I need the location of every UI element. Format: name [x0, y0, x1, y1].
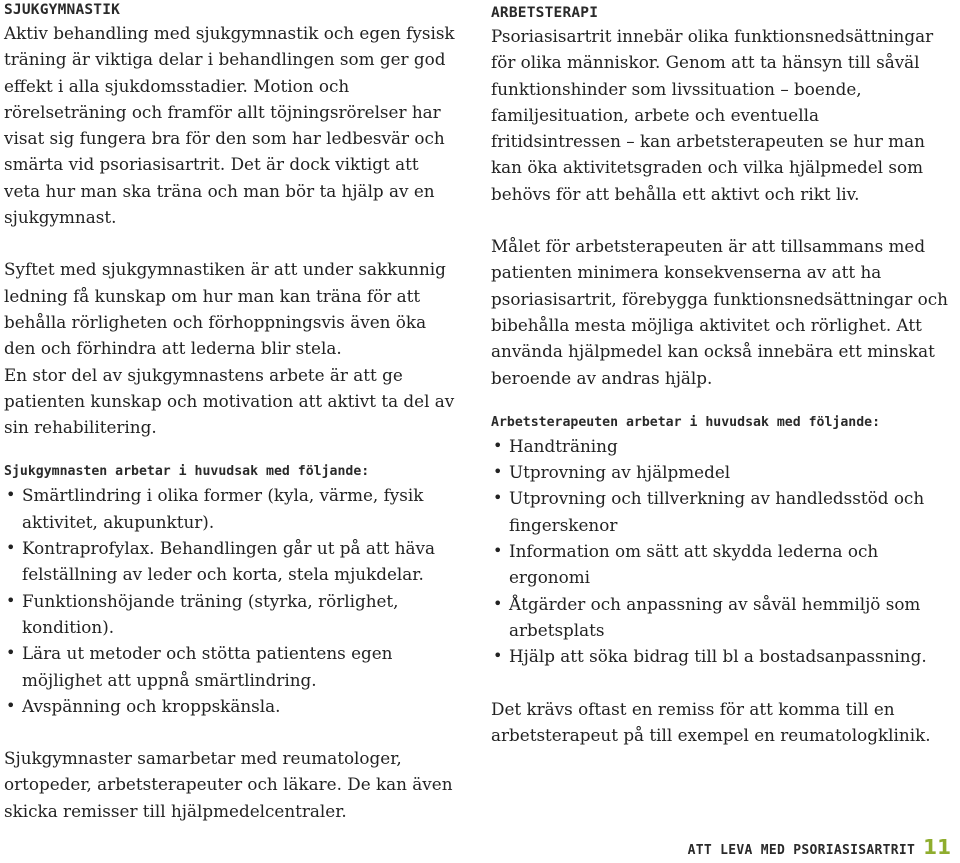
list-heading: Sjukgymnasten arbetar i huvudsak med följande:: [4, 464, 370, 480]
bullet-list: [491, 433, 953, 670]
intro-paragraph: Psoriasisartrit innebär olika funktionsnedsättningar för olika människor. Genom att ta hänsyn till såväl funktionshinder som livssituation – boende, familjesituation, arbete och eventuella fritidsintressen – kan arbetsterapeuten se hur man kan öka aktivitetsgraden och vilka hjälpmedel som behövs för att behålla ett aktivt och rikt liv.: [491, 26, 934, 204]
list-item: • Lära ut metoder och stötta patientens egen möjlighet att uppnå smärtlindring.: [4, 640, 456, 693]
section-heading-arbetsterapi: ARBETSTERAPI: [491, 5, 599, 21]
section-heading-sjukgymnastik: SJUKGYMNASTIK: [4, 2, 121, 18]
list-item: • Utprovning av hjälpmedel: [491, 459, 953, 485]
page-footer: [688, 835, 951, 859]
closing-paragraph: Det krävs oftast en remiss för att komma till en arbetsterapeut på till exempel en reumatologklinik.: [491, 698, 931, 745]
bullet-list: [4, 482, 456, 719]
list-item: • Avspänning och kroppskänsla.: [4, 693, 456, 719]
intro-paragraph: Aktiv behandling med sjukgymnastik och egen fysisk träning är viktiga delar i behandlingen som ger god effekt i alla sjukdomsstadier. Motion och rörelseträning och framför allt töjningsrörelser har visat sig fungera bra för den som har ledbesvär och smärta vid psoriasisartrit. Det är dock viktigt att veta hur man ska träna och man bör ta hjälp av en sjukgymnast.: [4, 23, 455, 228]
page-number: 11: [923, 835, 951, 859]
goal-paragraph: Målet för arbetsterapeuten är att tillsammans med patienten minimera konsekvenserna av att ha psoriasisartrit, förebygga funktionsnedsättningar och bibehålla mesta möjliga aktivitet och rörlighet. Att använda hjälpmedel kan också innebära ett minskat beroende av andras hjälp.: [491, 236, 948, 388]
list-item: • Funktionshöjande träning (styrka, rörlighet, kondition).: [4, 588, 456, 641]
list-item: • Kontraprofylax. Behandlingen går ut på att häva felställning av leder och korta, stela mjukdelar.: [4, 535, 456, 588]
list-item: • Åtgärder och anpassning av såväl hemmiljö som arbetsplats: [491, 591, 953, 644]
list-item: • Hjälp att söka bidrag till bl a bostadsanpassning.: [491, 643, 953, 669]
publication-title: ATT LEVA MED PSORIASISARTRIT: [687, 843, 916, 858]
right-column: [491, 0, 953, 748]
list-item: • Utprovning och tillverkning av handledsstöd och fingerskenor: [491, 485, 953, 538]
list-item: • Information om sätt att skydda lederna och ergonomi: [491, 538, 953, 591]
list-item: • Smärtlindring i olika former (kyla, värme, fysik aktivitet, akupunktur).: [4, 482, 456, 535]
purpose-paragraph: Syftet med sjukgymnastiken är att under sakkunnig ledning få kunskap om hur man kan träna för att behålla rörligheten och förhoppningsvis även öka den och förhindra att lederna blir stela.: [4, 259, 446, 359]
closing-paragraph: Sjukgymnaster samarbetar med reumatologer, ortopeder, arbetsterapeuter och läkare. De kan även skicka remisser till hjälpmedelcentraler.: [4, 748, 453, 821]
list-heading: Arbetsterapeuten arbetar i huvudsak med följande:: [491, 414, 881, 430]
left-column: [4, 0, 456, 824]
role-paragraph: En stor del av sjukgymnastens arbete är att ge patienten kunskap och motivation att aktivt ta del av sin rehabilitering.: [4, 364, 455, 438]
list-item: • Handträning: [491, 433, 953, 459]
